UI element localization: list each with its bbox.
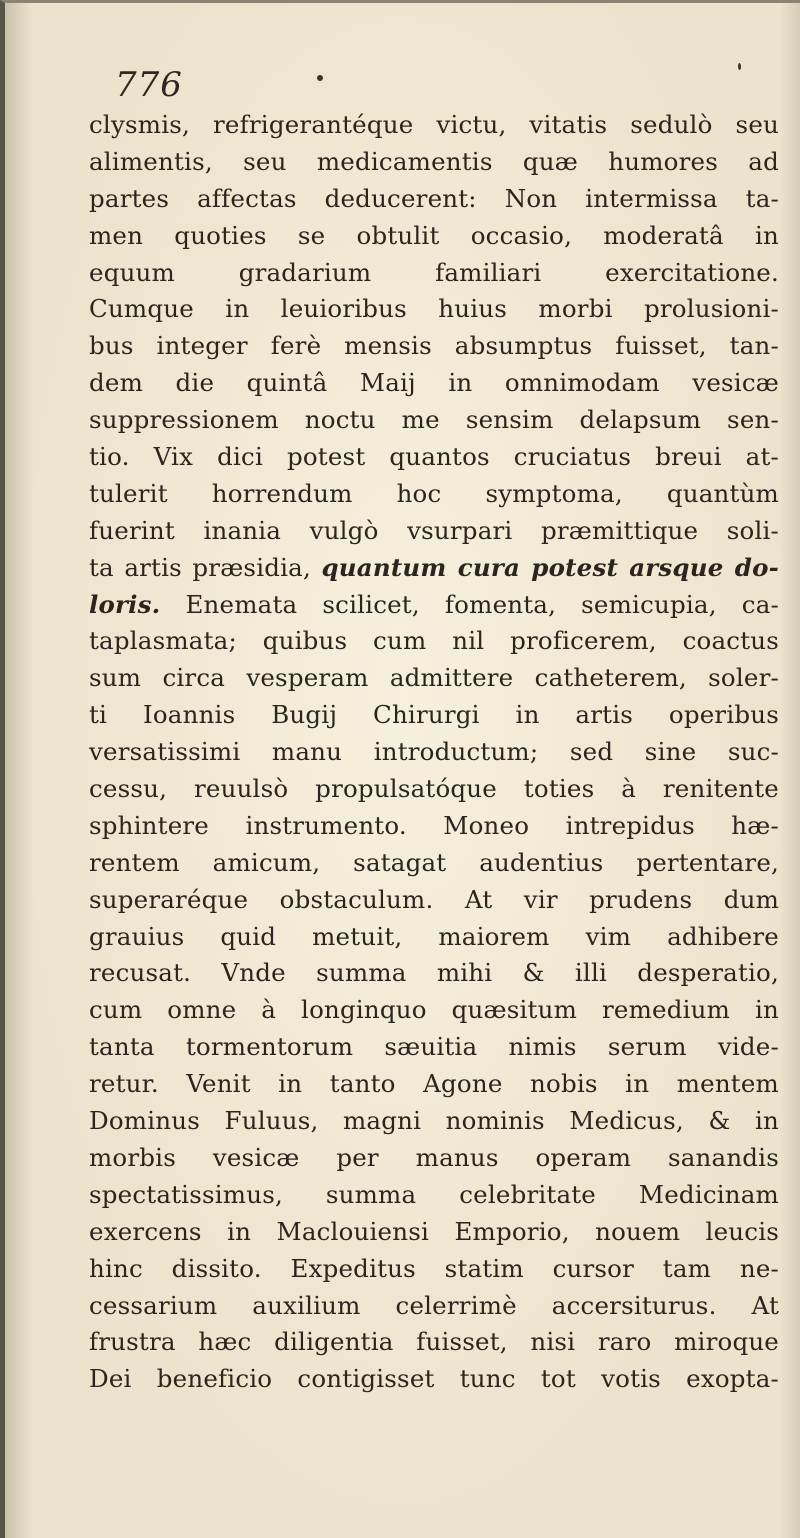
text-run: Dei beneficio contigisset tunc tot votis exopta- xyxy=(89,1364,779,1394)
text-line xyxy=(89,734,779,771)
text-line xyxy=(89,291,779,328)
text-run: retur. Venit in tanto Agone nobis in mentem xyxy=(89,1069,779,1099)
text-run: recusat. Vnde summa mihi & illi desperatio, xyxy=(89,958,779,988)
text-line xyxy=(89,587,779,624)
text-line xyxy=(89,882,779,919)
text-run: sum circa vesperam admittere catheterem, soler- xyxy=(89,663,779,693)
page-number: 776 xyxy=(115,65,183,105)
text-run: tio. Vix dici potest quantos cruciatus breui at- xyxy=(89,442,779,472)
text-run: spectatissimus, summa celebritate Medicinam xyxy=(89,1179,779,1209)
text-run: tulerit horrendum hoc symptoma, quantùm xyxy=(89,478,779,508)
text-line xyxy=(89,1029,779,1066)
italic-run: loris. xyxy=(89,589,161,619)
text-run: equum gradarium familiari exercitatione. xyxy=(89,257,779,287)
text-run: cum omne à longinquo quæsitum remedium in xyxy=(89,995,779,1025)
text-run: dem die quintâ Maij in omnimodam vesicæ xyxy=(89,368,779,398)
text-line xyxy=(89,1103,779,1140)
text-run: superaréque obstaculum. At vir prudens dum xyxy=(89,884,779,914)
text-run: versatissimi manu introductum; sed sine suc- xyxy=(89,737,779,767)
text-run: rentem amicum, satagat audentius pertentare, xyxy=(89,847,779,877)
text-run: exercens in Maclouiensi Emporio, nouem leucis xyxy=(89,1216,779,1246)
text-run: clysmis, refrigerantéque victu, vitatis sedulò seu xyxy=(89,110,779,139)
text-line xyxy=(89,919,779,956)
text-line xyxy=(89,328,779,365)
text-line xyxy=(89,218,779,255)
text-run: grauius quid metuit, maiorem vim adhibere xyxy=(89,921,779,951)
text-line xyxy=(89,476,779,513)
ink-speck xyxy=(738,63,741,70)
text-run: Enemata scilicet, fomenta, semicupia, ca- xyxy=(160,589,779,619)
text-line xyxy=(89,1066,779,1103)
text-line xyxy=(89,1140,779,1177)
text-run: ta artis præsidia, xyxy=(89,552,322,582)
text-run: ti Ioannis Bugij Chirurgi in artis operibus xyxy=(89,700,779,730)
text-line xyxy=(89,808,779,845)
text-line xyxy=(89,144,779,181)
text-line xyxy=(89,255,779,292)
text-run: hinc dissito. Expeditus statim cursor tam ne- xyxy=(89,1253,779,1283)
ink-speck xyxy=(317,75,323,81)
text-line xyxy=(89,771,779,808)
text-run: sphintere instrumento. Moneo intrepidus hæ- xyxy=(89,810,779,840)
text-run: fuerint inania vulgò vsurpari præmittique soli- xyxy=(89,515,779,545)
text-line xyxy=(89,1177,779,1214)
text-line xyxy=(89,1361,779,1398)
text-line xyxy=(89,1214,779,1251)
text-line xyxy=(89,439,779,476)
text-run: bus integer ferè mensis absumptus fuisset, tan- xyxy=(89,331,779,361)
text-line xyxy=(89,1288,779,1325)
text-line xyxy=(89,1324,779,1361)
text-line xyxy=(89,181,779,218)
text-line xyxy=(89,697,779,734)
text-line xyxy=(89,845,779,882)
text-run: alimentis, seu medicamentis quæ humores ad xyxy=(89,146,779,176)
text-run: men quoties se obtulit occasio, moderatâ in xyxy=(89,220,779,250)
text-run: tanta tormentorum sæuitia nimis serum vide- xyxy=(89,1032,779,1062)
text-run: Cumque in leuioribus huius morbi prolusioni- xyxy=(89,294,779,324)
text-run: frustra hæc diligentia fuisset, nisi raro miroque xyxy=(89,1327,779,1357)
text-line xyxy=(89,660,779,697)
text-run: Dominus Fuluus, magni nominis Medicus, & in xyxy=(89,1106,779,1136)
text-line xyxy=(89,402,779,439)
text-run: morbis vesicæ per manus operam sanandis xyxy=(89,1142,779,1172)
body-text xyxy=(89,107,779,1398)
text-line xyxy=(89,992,779,1029)
italic-run: quantum cura potest arsque do- xyxy=(321,552,779,582)
text-run: suppressionem noctu me sensim delapsum sen- xyxy=(89,405,779,435)
text-run: cessarium auxilium celerrimè accersiturus. At xyxy=(89,1290,779,1320)
text-run: taplasmata; quibus cum nil proficerem, coactus xyxy=(89,626,779,656)
text-run: cessu, reuulsò propulsatóque toties à renitente xyxy=(89,774,779,804)
text-line xyxy=(89,955,779,992)
text-line xyxy=(89,365,779,402)
text-run: partes affectas deducerent: Non intermissa ta- xyxy=(89,183,779,213)
text-line xyxy=(89,1251,779,1288)
text-line xyxy=(89,107,779,144)
text-line xyxy=(89,623,779,660)
text-line xyxy=(89,550,779,587)
text-line xyxy=(89,513,779,550)
